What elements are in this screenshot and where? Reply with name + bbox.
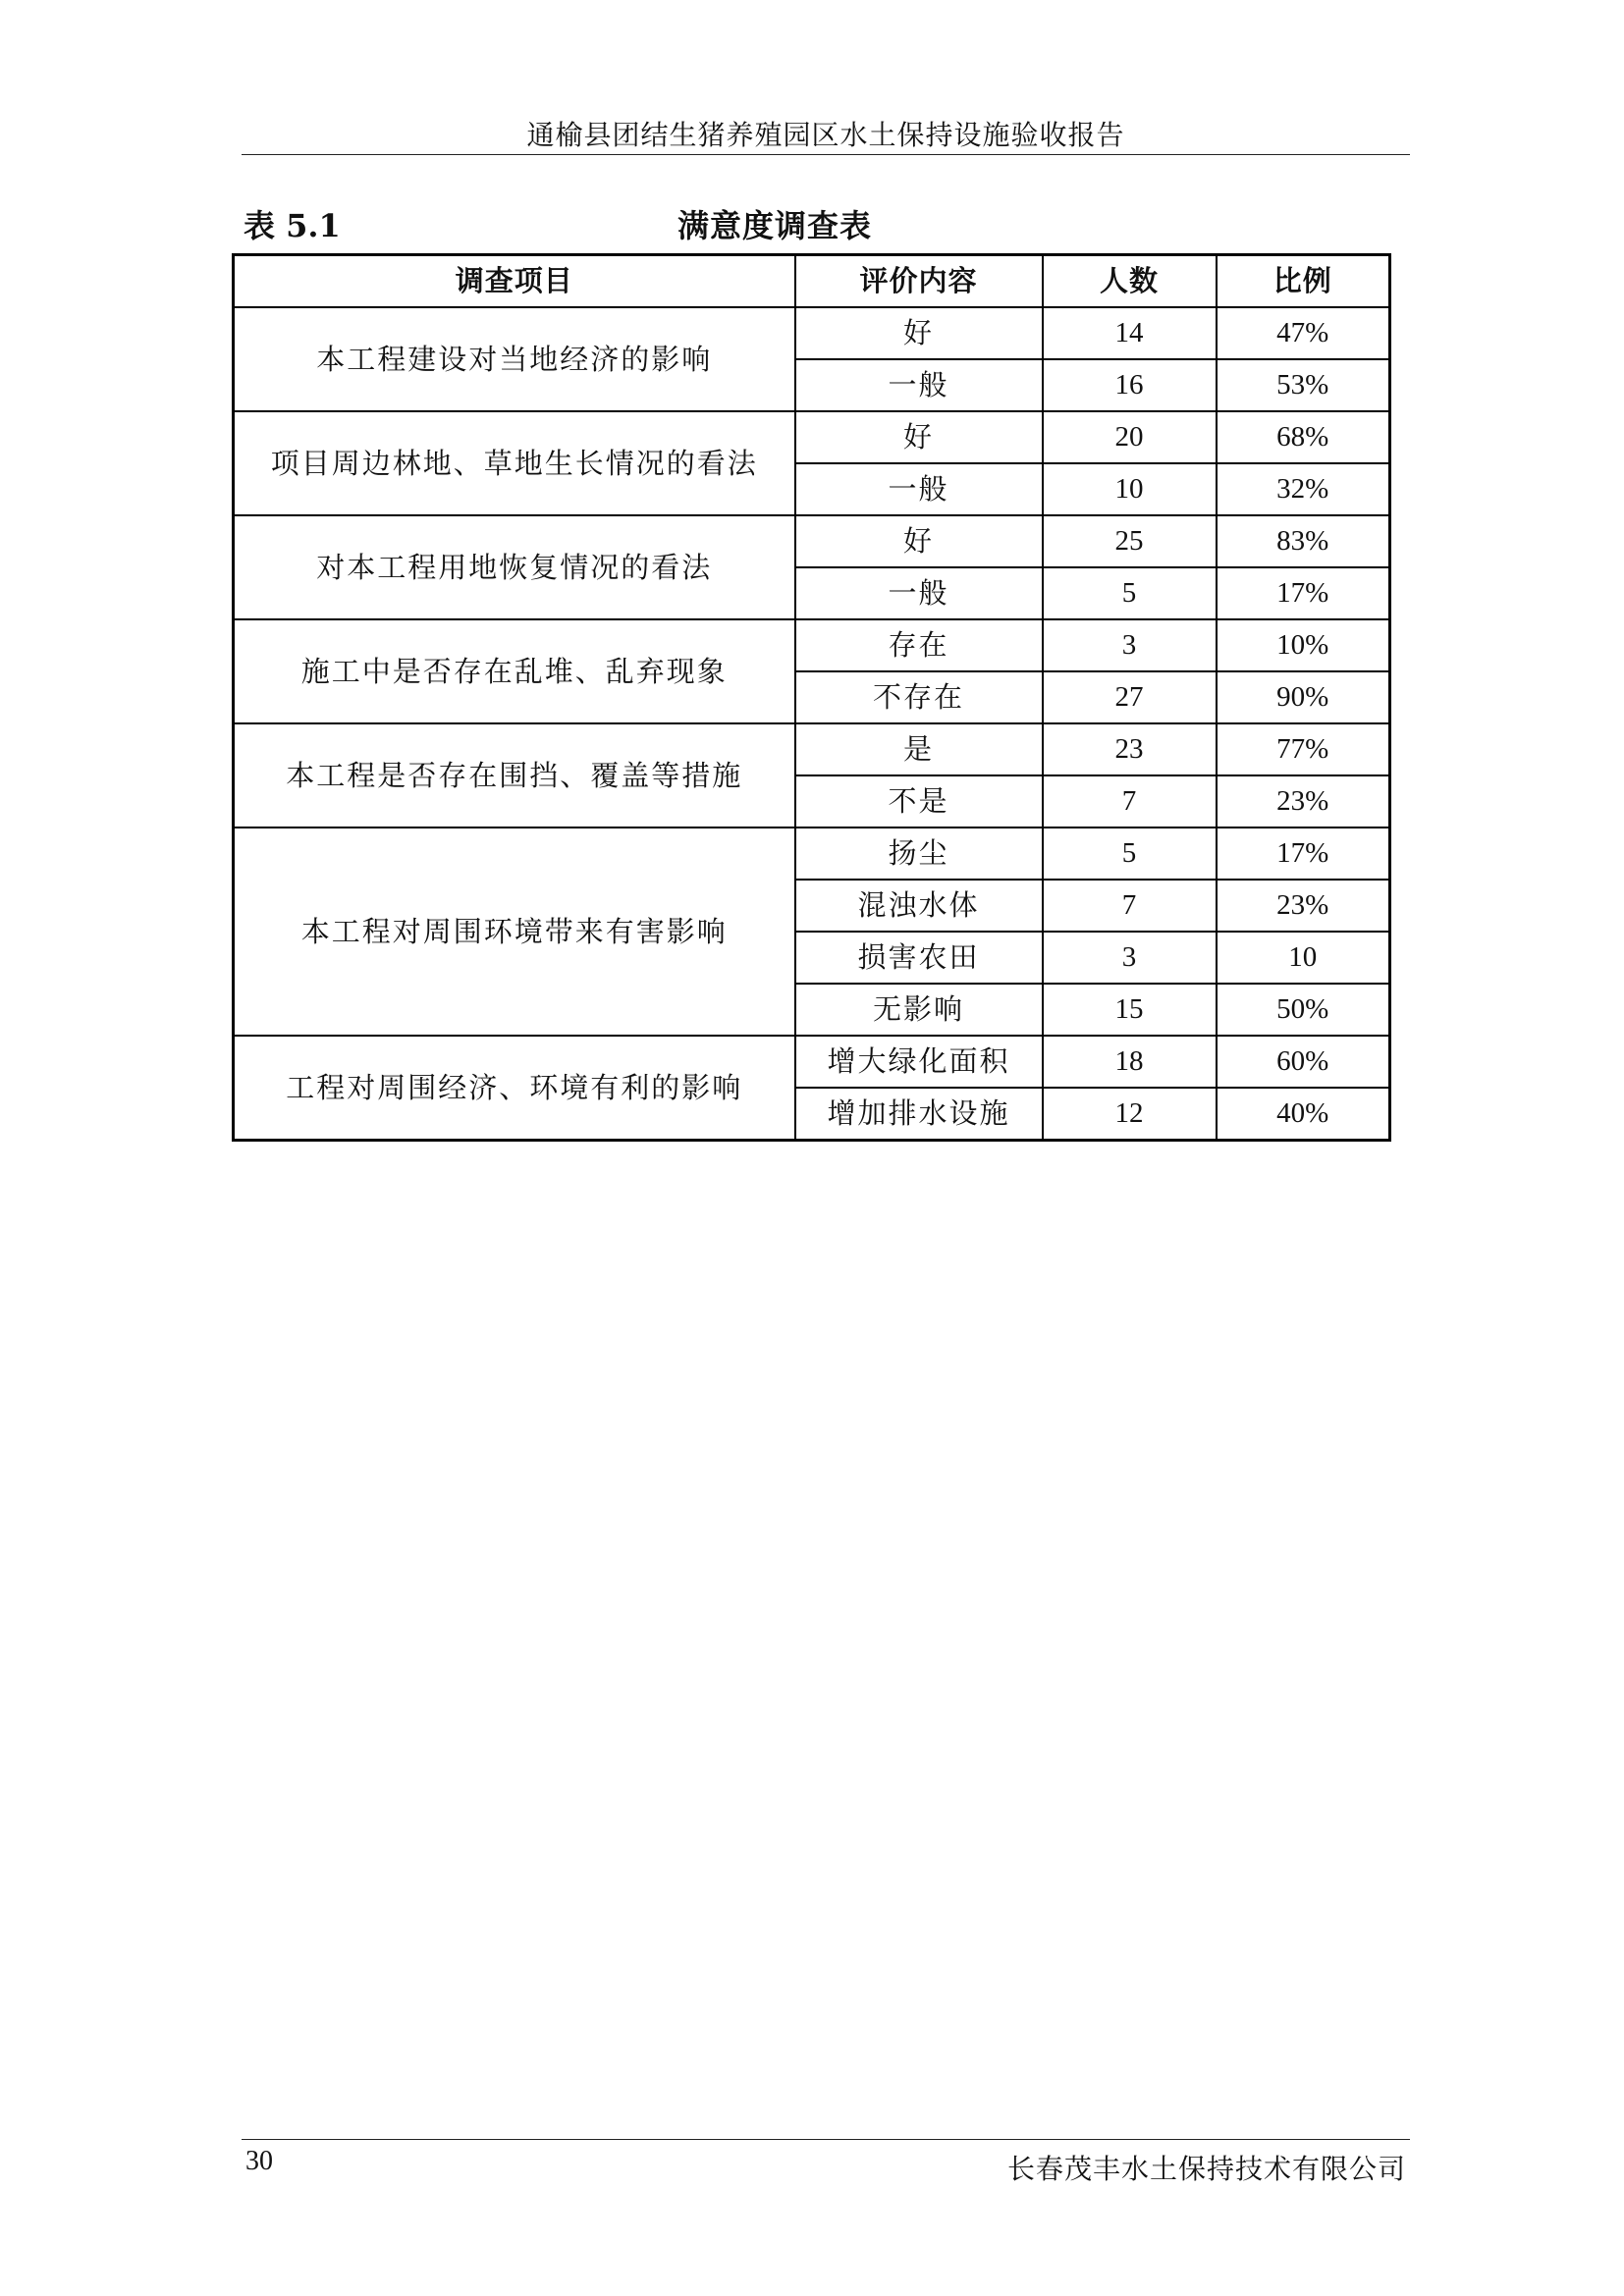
- option-cell: 损害农田: [795, 932, 1043, 984]
- table-row: [234, 411, 1390, 463]
- table-row: [234, 515, 1390, 567]
- option-cell: 无影响: [795, 984, 1043, 1036]
- table-title: 满意度调查表: [677, 207, 873, 244]
- page-number: 30: [245, 2146, 273, 2176]
- column-header-option: 评价内容: [795, 255, 1043, 308]
- table-row: [234, 723, 1390, 775]
- count-cell: 20: [1043, 411, 1217, 463]
- survey-item: 工程对周围经济、环境有利的影响: [234, 1036, 795, 1141]
- count-cell: 25: [1043, 515, 1217, 567]
- option-cell: 存在: [795, 619, 1043, 671]
- count-cell: 7: [1043, 880, 1217, 932]
- survey-item: 本工程建设对当地经济的影响: [234, 307, 795, 411]
- option-cell: 一般: [795, 567, 1043, 619]
- count-cell: 5: [1043, 828, 1217, 880]
- table-number: 表 5.1: [244, 207, 341, 244]
- option-cell: 增加排水设施: [795, 1088, 1043, 1141]
- option-cell: 是: [795, 723, 1043, 775]
- ratio-cell: 23%: [1217, 880, 1390, 932]
- ratio-cell: 23%: [1217, 775, 1390, 828]
- ratio-cell: 90%: [1217, 671, 1390, 723]
- survey-item: 对本工程用地恢复情况的看法: [234, 515, 795, 619]
- column-header-count: 人数: [1043, 255, 1217, 308]
- table-row: [234, 828, 1390, 880]
- ratio-cell: 17%: [1217, 567, 1390, 619]
- column-header-ratio: 比例: [1217, 255, 1390, 308]
- ratio-cell: 32%: [1217, 463, 1390, 515]
- count-cell: 7: [1043, 775, 1217, 828]
- option-cell: 扬尘: [795, 828, 1043, 880]
- count-cell: 3: [1043, 932, 1217, 984]
- table-header-row: [234, 255, 1390, 308]
- option-cell: 不是: [795, 775, 1043, 828]
- table-row: [234, 619, 1390, 671]
- option-cell: 一般: [795, 359, 1043, 411]
- count-cell: 16: [1043, 359, 1217, 411]
- option-cell: 好: [795, 411, 1043, 463]
- option-cell: 不存在: [795, 671, 1043, 723]
- count-cell: 15: [1043, 984, 1217, 1036]
- survey-item: 本工程对周围环境带来有害影响: [234, 828, 795, 1036]
- option-cell: 好: [795, 307, 1043, 359]
- count-cell: 23: [1043, 723, 1217, 775]
- ratio-cell: 50%: [1217, 984, 1390, 1036]
- option-cell: 好: [795, 515, 1043, 567]
- page-header-title: 通榆县团结生猪养殖园区水土保持设施验收报告: [526, 119, 1125, 151]
- satisfaction-survey-table: [232, 253, 1391, 1142]
- header-rule: [242, 154, 1410, 155]
- ratio-cell: 83%: [1217, 515, 1390, 567]
- ratio-cell: 40%: [1217, 1088, 1390, 1141]
- count-cell: 5: [1043, 567, 1217, 619]
- ratio-cell: 47%: [1217, 307, 1390, 359]
- survey-item: 施工中是否存在乱堆、乱弃现象: [234, 619, 795, 723]
- ratio-cell: 10: [1217, 932, 1390, 984]
- option-cell: 增大绿化面积: [795, 1036, 1043, 1088]
- count-cell: 12: [1043, 1088, 1217, 1141]
- option-cell: 一般: [795, 463, 1043, 515]
- footer-rule: [242, 2139, 1410, 2140]
- ratio-cell: 53%: [1217, 359, 1390, 411]
- column-header-item: 调查项目: [234, 255, 795, 308]
- count-cell: 3: [1043, 619, 1217, 671]
- company-name: 长春茂丰水土保持技术有限公司: [1006, 2153, 1406, 2185]
- ratio-cell: 10%: [1217, 619, 1390, 671]
- count-cell: 27: [1043, 671, 1217, 723]
- option-cell: 混浊水体: [795, 880, 1043, 932]
- ratio-cell: 60%: [1217, 1036, 1390, 1088]
- count-cell: 14: [1043, 307, 1217, 359]
- survey-item: 本工程是否存在围挡、覆盖等措施: [234, 723, 795, 828]
- survey-item: 项目周边林地、草地生长情况的看法: [234, 411, 795, 515]
- count-cell: 10: [1043, 463, 1217, 515]
- table-row: [234, 307, 1390, 359]
- ratio-cell: 17%: [1217, 828, 1390, 880]
- ratio-cell: 68%: [1217, 411, 1390, 463]
- table-row: [234, 1036, 1390, 1088]
- ratio-cell: 77%: [1217, 723, 1390, 775]
- count-cell: 18: [1043, 1036, 1217, 1088]
